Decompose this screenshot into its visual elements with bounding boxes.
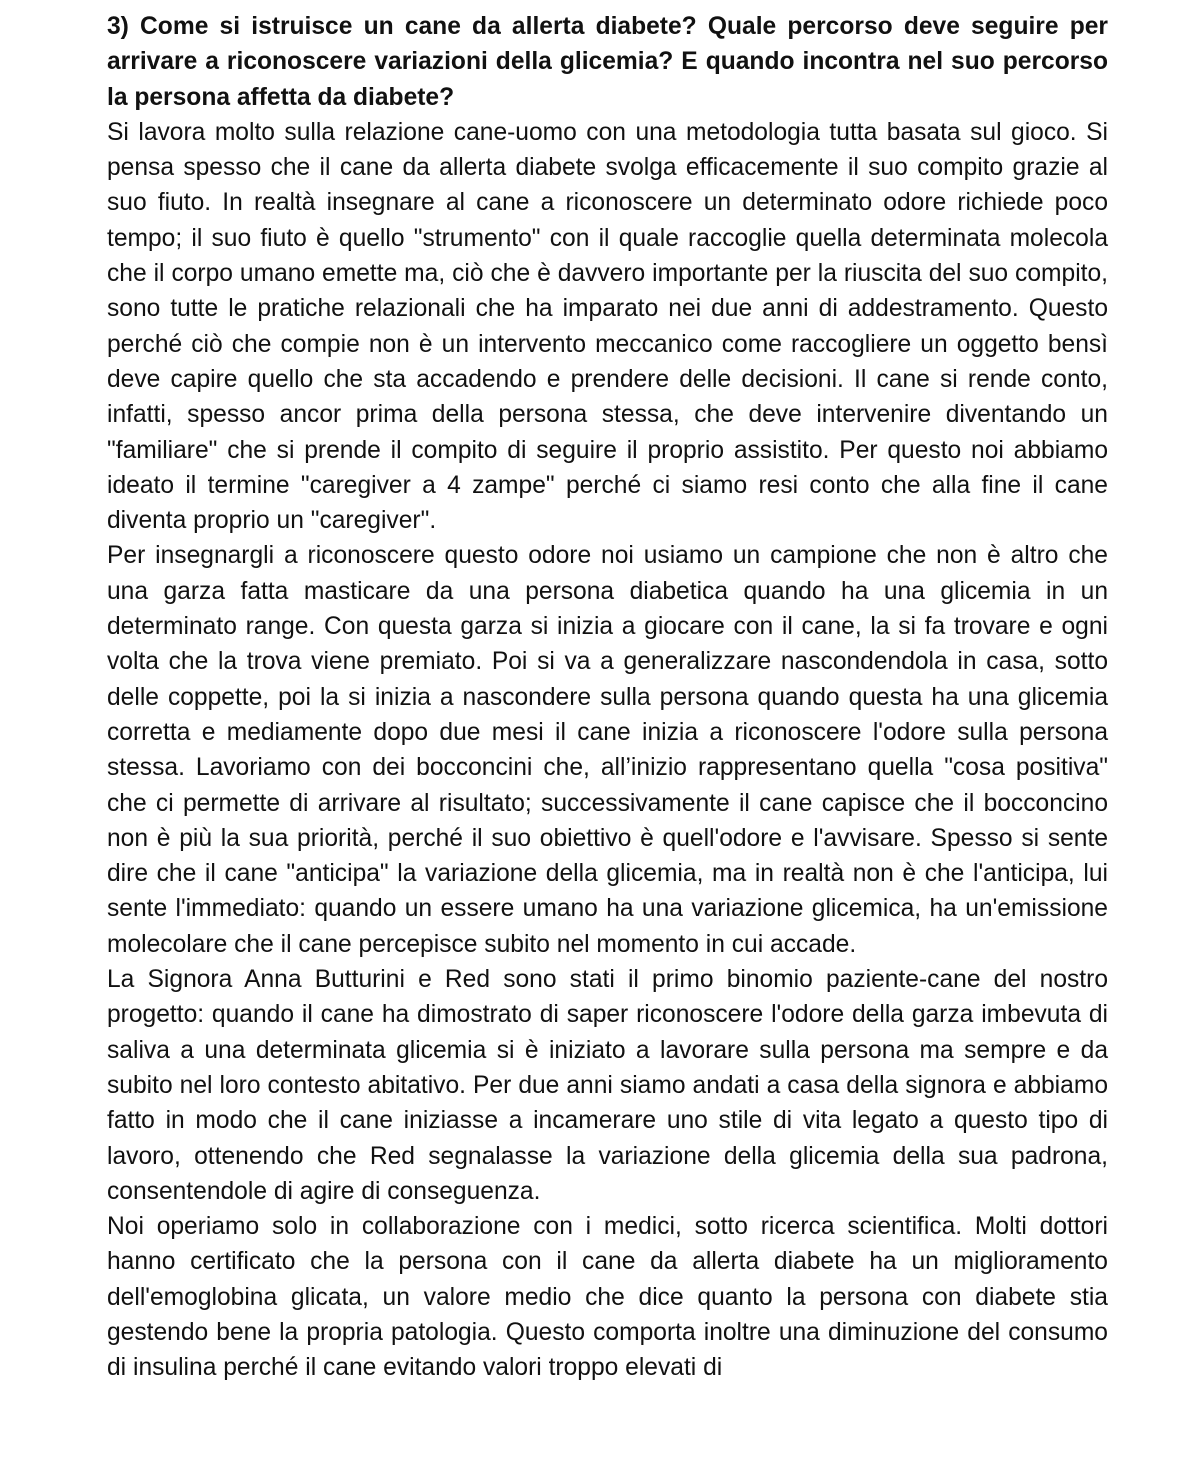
paragraph-training-relationship: Si lavora molto sulla relazione cane-uomo con una metodologia tutta basata sul gioco. Si pensa spesso che il cane da allerta diabete svolga efficacemente il suo compito grazie al suo fiuto. In realtà insegnare al cane a riconoscere un determinato odore richiede poco tempo; il suo fiuto è quello "strumento" con il quale raccoglie quella determinata molecola che il corpo umano emette ma, ciò che è davvero importante per la riuscita del suo compito, sono tutte le pratiche relazionali che ha imparato nei due anni di addestramento. Questo perché ciò che compie non è un intervento meccanico come raccogliere un oggetto bensì deve capire quello che sta accadendo e prendere delle decisioni. Il cane si rende conto, infatti, spesso ancor prima della persona stessa, che deve intervenire diventando un "familiare" che si prende il compito di seguire il proprio assistito. Per questo noi abbiamo ideato il termine "caregiver a 4 zampe" perché ci siamo resi conto che alla fine il cane diventa proprio un "caregiver". bbox=[107, 118, 1108, 535]
paragraph-medical-collaboration: Noi operiamo solo in collaborazione con i medici, sotto ricerca scientifica. Molti dottori hanno certificato che la persona con il cane da allerta diabete ha un miglioramento dell'emoglobina glicata, un valore medio che dice quanto la persona con diabete stia gestendo bene la propria patologia. Questo comporta inoltre una diminuzione del consumo di insulina perché il cane evitando valori troppo elevati di bbox=[107, 1213, 1108, 1382]
question-heading: 3) Come si istruisce un cane da allerta diabete? Quale percorso deve seguire per arrivare a riconoscere variazioni della glicemia? E quando incontra nel suo percorso la persona affetta da diabete? bbox=[107, 13, 1108, 111]
paragraph-scent-training: Per insegnargli a riconoscere questo odore noi usiamo un campione che non è altro che una garza fatta masticare da una persona diabetica quando ha una glicemia in un determinato range. Con questa garza si inizia a giocare con il cane, la si fa trovare e ogni volta che la trova viene premiato. Poi si va a generalizzare nascondendola in casa, sotto delle coppette, poi la si inizia a nascondere sulla persona quando questa ha una glicemia corretta e mediamente dopo due mesi il cane inizia a riconoscere l'odore sulla persona stessa. Lavoriamo con dei bocconcini che, all’inizio rappresentano quella "cosa positiva" che ci permette di arrivare al risultato; successivamente il cane capisce che il bocconcino non è più la sua priorità, perché il suo obiettivo è quell'odore e l'avvisare. Spesso si sente dire che il cane "anticipa" la variazione della glicemia, ma in realtà non è che l'anticipa, lui sente l'immediato: quando un essere umano ha una variazione glicemica, ha un'emissione molecolare che il cane percepisce subito nel momento in cui accade. bbox=[107, 542, 1108, 958]
paragraph-first-pair: La Signora Anna Butturini e Red sono stati il primo binomio paziente-cane del nostro progetto: quando il cane ha dimostrato di saper riconoscere l'odore della garza imbevuta di saliva a una determinata glicemia si è iniziato a lavorare sulla persona ma sempre e da subito nel loro contesto abitativo. Per due anni siamo andati a casa della signora e abbiamo fatto in modo che il cane iniziasse a incamerare uno stile di vita legato a questo tipo di lavoro, ottenendo che Red segnalasse la variazione della glicemia della sua padrona, consentendole di agire di conseguenza. bbox=[107, 966, 1108, 1205]
document-page bbox=[107, 9, 1108, 1386]
